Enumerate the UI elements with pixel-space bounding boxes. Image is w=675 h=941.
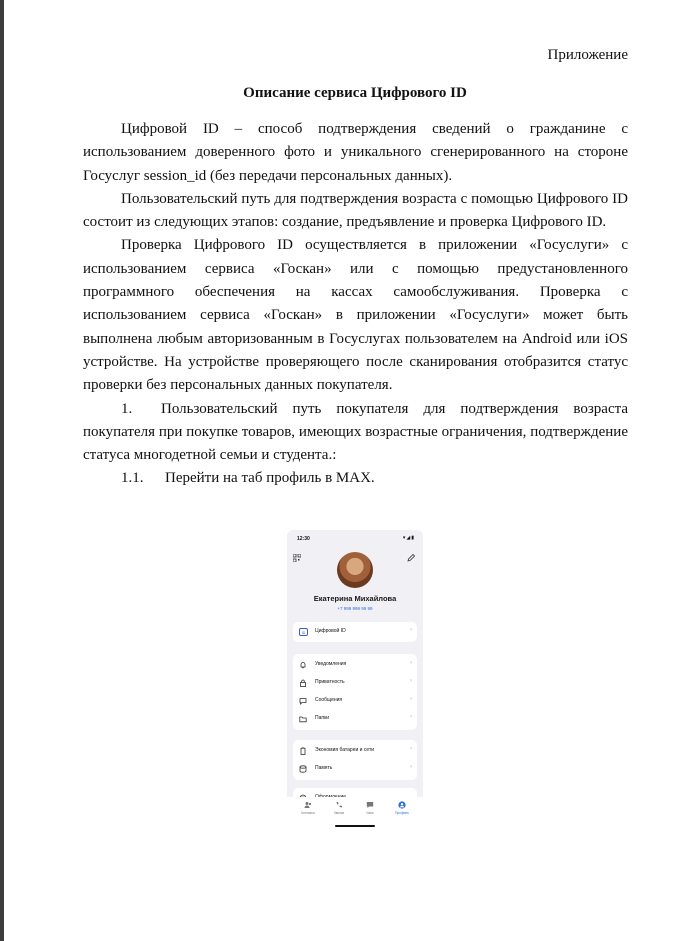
chevron-right-icon: › [410,660,412,666]
digital-id-card[interactable] [293,622,417,642]
tab-chats[interactable] [355,801,385,815]
settings-item-battery[interactable] [293,742,417,760]
tab-label: Профиль [395,811,409,815]
home-indicator [335,825,375,827]
settings-item-digital-id[interactable] [293,623,417,641]
settings-item-notifications[interactable] [293,656,417,674]
battery-icon [299,747,307,755]
tab-label: Звонки [333,811,345,815]
phone-screenshot [287,530,423,830]
step-1-1 [83,467,628,490]
document-body [83,118,628,491]
settings-item-label: Сообщения [315,697,343,703]
chevron-right-icon: › [410,714,412,720]
settings-item-label: Цифровой ID [315,628,346,634]
paragraph-definition: Цифровой ID – способ подтверждения сведений о гражданине с использованием доверенного фото и уникального сгенерированного на стороне Госуслуг session_id (без передачи персональных данных). [83,121,628,184]
profile-icon [398,801,406,809]
settings-group-general [293,654,417,730]
tab-profile[interactable] [387,801,417,815]
profile-name: Екатерина Михайлова [313,594,397,603]
settings-item-label: Приватность [315,679,345,685]
settings-item-messages[interactable] [293,692,417,710]
paragraph-verification: Проверка Цифрового ID осуществляется в приложении «Госуслуги» с использованием сервиса «Госкан» или с помощью предустановленного программного обеспечения на кассах самообслуживания. Проверка с использованием сервиса «Госкан» в приложении «Госуслуги» может быть выполнена любым авторизованным в Госуслугах пользователем на Android или iOS устройстве. На устройстве проверяющего после сканирования отобразится статус проверки без персональных данных покупателя. [83,237,628,394]
settings-group-storage [293,740,417,780]
digital-id-icon: ID [299,628,308,636]
bell-icon [299,661,307,669]
profile-phone: +7 999 999 99 99 [337,606,373,611]
tab-calls[interactable] [324,801,354,815]
settings-item-label: Уведомления [315,661,347,667]
chat-icon [366,801,374,809]
avatar[interactable] [337,552,373,588]
lock-icon [299,679,307,687]
settings-item-label: Экономия батареи и сети [315,747,375,753]
document-title: Описание сервиса Цифрового ID [243,85,467,101]
tab-contacts[interactable] [293,801,323,815]
chevron-right-icon: › [410,696,412,702]
appendix-label: Приложение [547,47,628,63]
pencil-icon[interactable] [407,554,415,562]
tab-label: Чаты [366,811,374,815]
database-icon [299,765,307,773]
bottom-tab-bar [287,797,423,830]
chevron-right-icon: › [410,764,412,770]
status-bar [287,530,423,546]
paragraph-user-path: Пользовательский путь для подтверждения возраста с помощью Цифрового ID состоит из следующих этапов: создание, предъявление и проверка Цифрового ID. [83,190,628,231]
status-time: 12:30 [297,536,310,542]
qr-code-icon[interactable] [293,554,301,562]
contacts-icon [304,801,312,809]
step-1-1-number: 1.1. [121,470,144,487]
folder-icon [299,715,307,723]
chevron-right-icon: › [410,678,412,684]
chevron-right-icon: › [410,746,412,752]
settings-item-folders[interactable] [293,710,417,728]
settings-item-label: Папки [315,715,330,721]
left-edge-bar [0,0,4,941]
chevron-right-icon: › [410,627,412,633]
phone-icon [335,801,343,809]
step-1 [83,398,628,468]
chat-bubble-icon [299,697,307,705]
settings-item-memory[interactable] [293,760,417,778]
step-1-text: Пользовательский путь покупателя для подтверждения возраста покупателя при покупке товаров, имеющих возрастные ограничения, подтверждение статуса многодетной семьи и студента.: [83,400,628,464]
step-1-number: 1. [121,400,133,417]
step-1-1-text: Перейти на таб профиль в MAX. [165,470,375,487]
tab-label: Контакты [301,811,315,815]
settings-item-privacy[interactable] [293,674,417,692]
status-icons: ▾◢▮ [402,535,415,541]
settings-item-label: Память [315,765,333,771]
